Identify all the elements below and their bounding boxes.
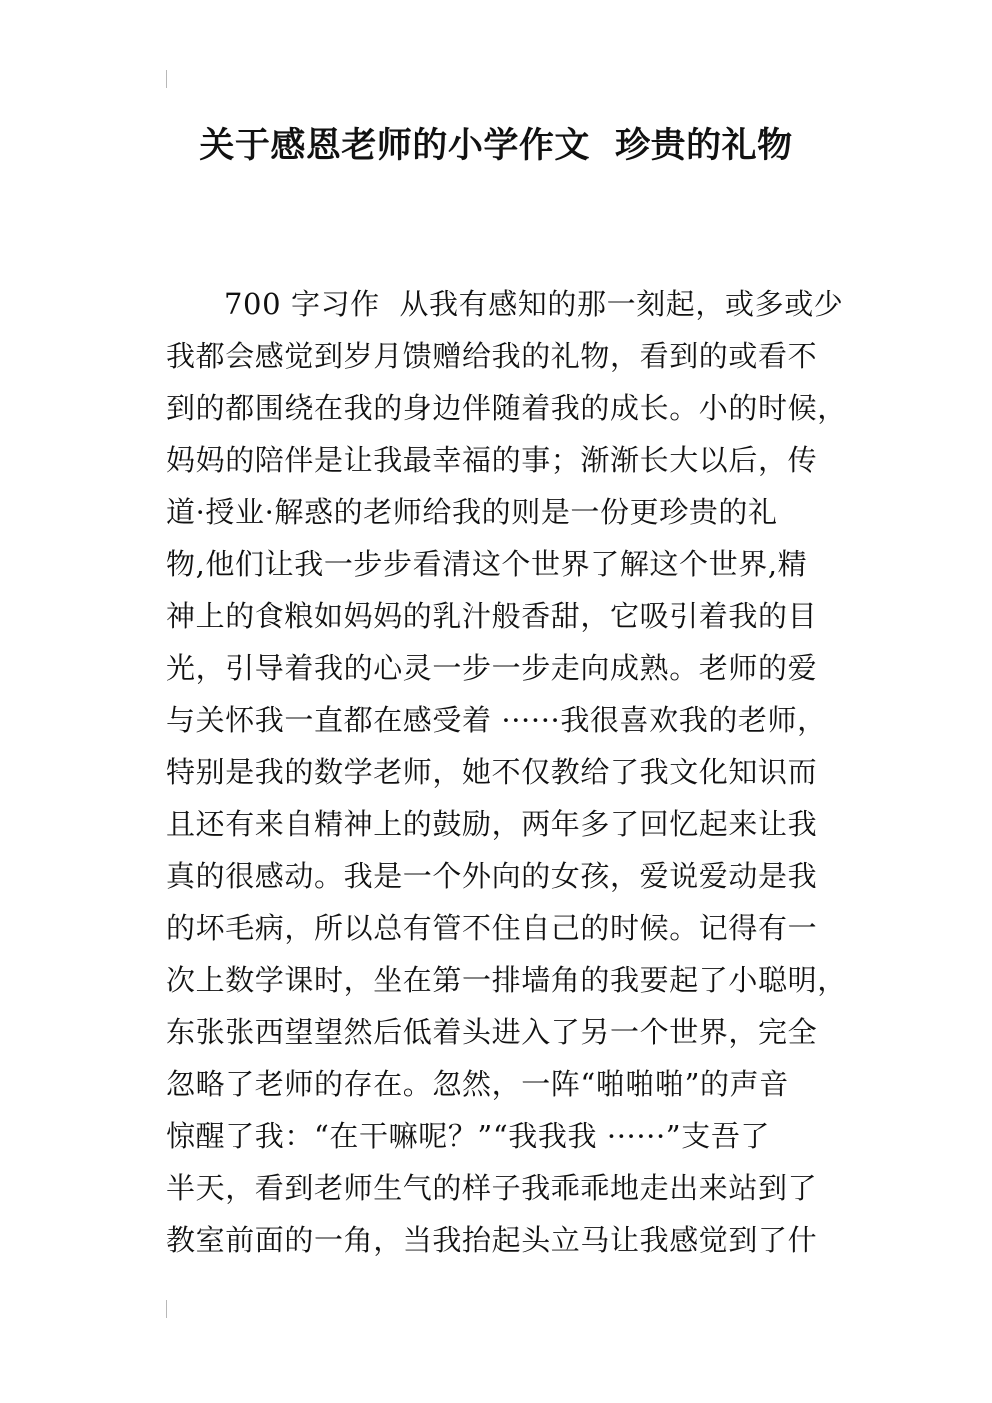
text-line: 到的都围绕在我的身边伴随着我的成长。小的时候， bbox=[166, 391, 847, 425]
text-line: 真的很感动。我是一个外向的女孩，爱说爱动是我 bbox=[166, 859, 818, 893]
text-line: 700 字习作 从我有感知的那一刻起，或多或少 bbox=[224, 287, 844, 321]
text-line: 惊醒了我：“在干嘛呢？”“我我我 ······”支吾了 bbox=[166, 1119, 771, 1153]
text-line: 神上的食粮如妈妈的乳汁般香甜，它吸引着我的目 bbox=[166, 599, 818, 633]
text-line: 妈妈的陪伴是让我最幸福的事；渐渐长大以后，传 bbox=[166, 443, 818, 477]
page-margin-mark-top bbox=[166, 70, 167, 88]
text-line: 且还有来自精神上的鼓励，两年多了回忆起来让我 bbox=[166, 807, 818, 841]
text-line: 道·授业·解惑的老师给我的则是一份更珍贵的礼 bbox=[166, 495, 778, 529]
document-title: 关于感恩老师的小学作文 珍贵的礼物 bbox=[199, 126, 793, 166]
text-line: 物,他们让我一步步看清这个世界了解这个世界,精 bbox=[166, 547, 808, 581]
page-margin-mark-bottom bbox=[166, 1300, 167, 1318]
text-line: 东张张西望望然后低着头进入了另一个世界，完全 bbox=[166, 1015, 818, 1049]
essay-body bbox=[166, 278, 846, 1266]
text-line: 光，引导着我的心灵一步一步走向成熟。老师的爱 bbox=[166, 651, 818, 685]
text-line: 教室前面的一角，当我抬起头立马让我感觉到了什 bbox=[166, 1223, 818, 1257]
text-line: 的坏毛病，所以总有管不住自己的时候。记得有一 bbox=[166, 911, 818, 945]
text-line: 半天，看到老师生气的样子我乖乖地走出来站到了 bbox=[166, 1171, 818, 1205]
text-line: 次上数学课时，坐在第一排墙角的我要起了小聪明， bbox=[166, 963, 847, 997]
text-line: 与关怀我一直都在感受着 ······我很喜欢我的老师， bbox=[166, 703, 827, 737]
text-line: 我都会感觉到岁月馈赠给我的礼物，看到的或看不 bbox=[166, 339, 818, 373]
text-line: 忽略了老师的存在。忽然，一阵“啪啪啪”的声音 bbox=[166, 1067, 789, 1101]
text-line: 特别是我的数学老师，她不仅教给了我文化知识而 bbox=[166, 755, 818, 789]
